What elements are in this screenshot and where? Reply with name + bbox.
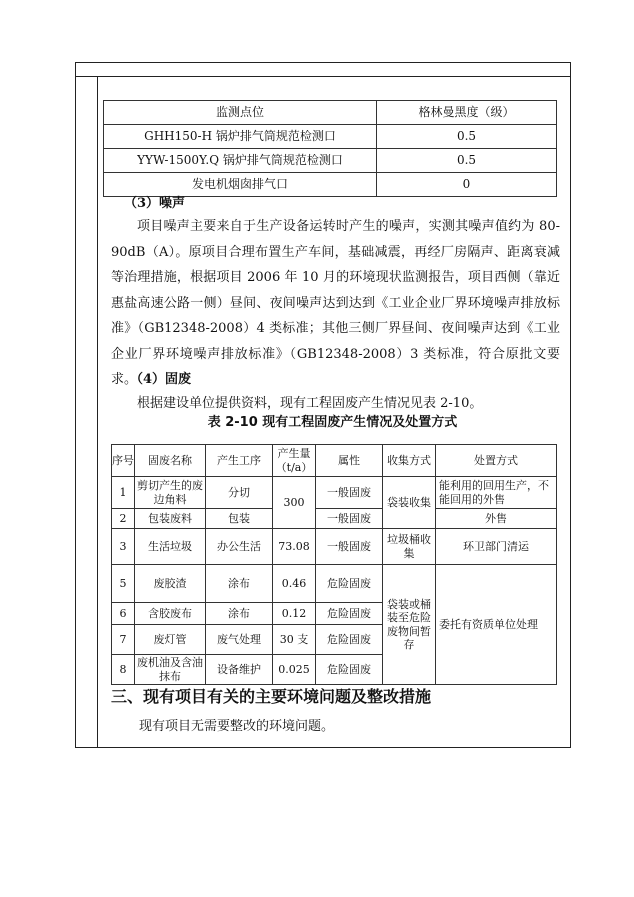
monitor-value: 0.5: [377, 125, 557, 149]
row-index: 2: [112, 509, 135, 529]
table-row: [112, 477, 557, 509]
noise-paragraph: 项目噪声主要来自于生产设备运转时产生的噪声，实测其噪声值约为 80-90dB（A）。原项目合理布置生产车间，基础减震，再经厂房隔声、距离衰减等治理措施，根据项目 2006 年 10 月的环境现状监测报告，项目西侧（靠近惠盐高速公路一侧）昼间、夜间噪声达到达到《工业企业厂界环境噪声排放标准》（GB12348-2008）4 类标准；其他三侧厂界昼间、夜间噪声达到《工业企业厂界环境噪声排放标准》（GB12348-2008）3 类标准，符合原批文要求。: [111, 219, 560, 387]
header-rule: [75, 76, 571, 77]
noise-heading: （3）噪声: [124, 196, 186, 211]
row-name: 废灯管: [135, 625, 206, 655]
row-name: 含胶废布: [135, 603, 206, 625]
col-amount: 产生量（t/a）: [273, 445, 316, 477]
row-collection: 垃圾桶收集: [383, 529, 436, 565]
monitor-point: GHH150-H 锅炉排气筒规范检测口: [104, 125, 377, 149]
row-type: 危险固废: [316, 655, 383, 685]
table-row: [112, 565, 557, 603]
row-collection: 袋装收集: [383, 477, 436, 529]
row-type: 危险固废: [316, 603, 383, 625]
row-process: 涂布: [206, 603, 273, 625]
row-index: 8: [112, 655, 135, 685]
table-row: [112, 509, 557, 529]
col-collection: 收集方式: [383, 445, 436, 477]
monitor-header-point: 监测点位: [104, 101, 377, 125]
row-index: 6: [112, 603, 135, 625]
monitor-value: 0: [377, 173, 557, 197]
row-amount: 73.08: [273, 529, 316, 565]
col-name: 固废名称: [135, 445, 206, 477]
section-title: 三、现有项目有关的主要环境问题及整改措施: [111, 687, 432, 706]
row-name: 生活垃圾: [135, 529, 206, 565]
row-process: 包装: [206, 509, 273, 529]
row-collection: 袋装或桶装至危险废物间暂存: [383, 565, 436, 685]
row-process: 废气处理: [206, 625, 273, 655]
row-index: 7: [112, 625, 135, 655]
monitor-point: 发电机烟囱排气口: [104, 173, 377, 197]
row-type: 一般固废: [316, 477, 383, 509]
section-text: 现有项目无需要整改的环境问题。: [139, 719, 335, 734]
col-process: 产生工序: [206, 445, 273, 477]
monitor-point: YYW-1500Y.Q 锅炉排气筒规范检测口: [104, 149, 377, 173]
row-process: 办公生活: [206, 529, 273, 565]
row-amount: 0.12: [273, 603, 316, 625]
row-amount: 300: [273, 477, 316, 529]
monitor-header-blackness: 格林曼黑度（级）: [377, 101, 557, 125]
table-row: [104, 149, 557, 173]
row-disposal: 外售: [436, 509, 557, 529]
col-disposal: 处置方式: [436, 445, 557, 477]
solid-waste-table: [111, 444, 557, 685]
table-caption: 表 2-10 现有工程固废产生情况及处置方式: [207, 415, 458, 430]
solid-waste-intro: 根据建设单位提供资料，现有工程固废产生情况见表 2-10。: [137, 396, 483, 411]
table-row: [112, 529, 557, 565]
row-index: 1: [112, 477, 135, 509]
row-type: 一般固废: [316, 529, 383, 565]
col-index: 序号: [112, 445, 135, 477]
row-amount: 0.025: [273, 655, 316, 685]
left-margin-rule: [97, 76, 98, 748]
row-index: 3: [112, 529, 135, 565]
row-disposal: 委托有资质单位处理: [436, 565, 557, 685]
row-process: 涂布: [206, 565, 273, 603]
row-name: 剪切产生的废边角料: [135, 477, 206, 509]
row-name: 废机油及含油抹布: [135, 655, 206, 685]
row-amount: 0.46: [273, 565, 316, 603]
row-type: 一般固废: [316, 509, 383, 529]
col-type: 属性: [316, 445, 383, 477]
row-type: 危险固废: [316, 625, 383, 655]
row-name: 包装废料: [135, 509, 206, 529]
row-process: 分切: [206, 477, 273, 509]
waste-header-row: [112, 445, 557, 477]
row-amount: 30 支: [273, 625, 316, 655]
row-name: 废胶渣: [135, 565, 206, 603]
row-disposal: 环卫部门清运: [436, 529, 557, 565]
monitor-header-row: [104, 101, 557, 125]
row-type: 危险固废: [316, 565, 383, 603]
row-process: 设备维护: [206, 655, 273, 685]
solid-waste-heading: （4）固废: [130, 372, 192, 387]
monitor-table: [103, 100, 557, 197]
table-row: [104, 125, 557, 149]
row-disposal: 能利用的回用生产，不能回用的外售: [436, 477, 557, 509]
monitor-value: 0.5: [377, 149, 557, 173]
row-index: 5: [112, 565, 135, 603]
